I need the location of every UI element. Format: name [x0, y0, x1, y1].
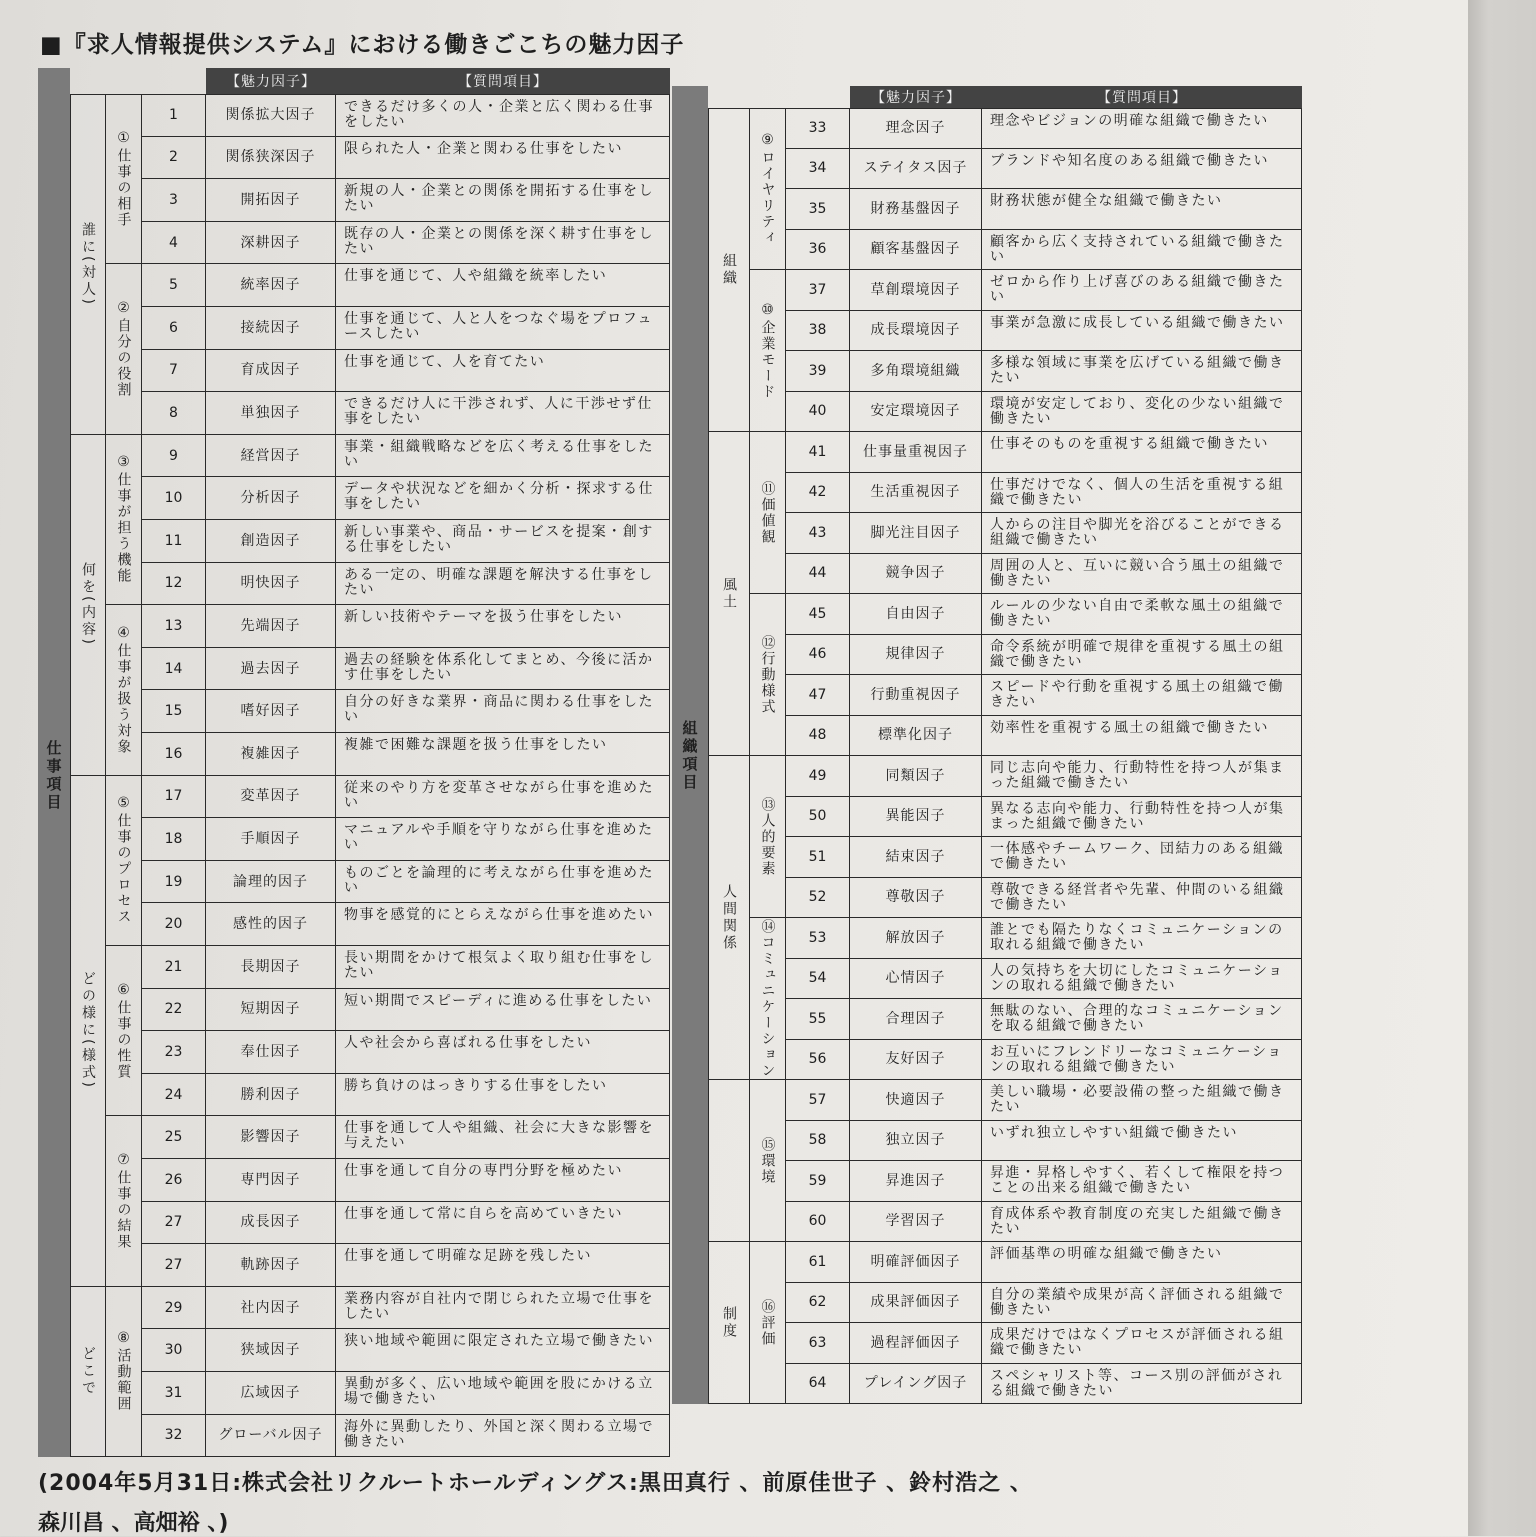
right-row-factor: 仕事量重視因子 [850, 432, 982, 473]
right-row-question: いずれ独立しやすい組織で働きたい [982, 1121, 1302, 1162]
left-sub-group-label: ⑥仕事の性質 [115, 981, 132, 1080]
right-row-factor: 多角環境組織 [850, 351, 982, 392]
left-row-number: 8 [142, 392, 206, 435]
left-row-number: 15 [142, 690, 206, 733]
left-row-number: 30 [142, 1329, 206, 1372]
left-sub-group [106, 1287, 142, 1457]
left-sub-group [106, 435, 142, 605]
right-row-question: 環境が安定しており、変化の少ない組織で働きたい [982, 392, 1302, 433]
right-row-question: 理念やビジョンの明確な組織で働きたい [982, 108, 1302, 149]
left-row-question: できるだけ人に干渉されず、人に干渉せず仕事をしたい [336, 392, 670, 435]
right-row-question: 人の気持ちを大切にしたコミュニケーションの取れる組織で働きたい [982, 959, 1302, 1000]
right-row-question: ブランドや知名度のある組織で働きたい [982, 149, 1302, 190]
left-sub-group [106, 94, 142, 264]
page-title: ■『求人情報提供システム』における働きごこちの魅力因子 [40, 32, 685, 58]
right-sub-group [750, 108, 786, 270]
left-row-factor: 先端因子 [206, 605, 336, 648]
left-sub-group-label: ①仕事の相手 [115, 130, 132, 229]
left-row-factor: 狭域因子 [206, 1329, 336, 1372]
right-row-number: 40 [786, 392, 850, 433]
right-row-number: 64 [786, 1364, 850, 1405]
source-citation: (2004年5月31日:株式会社リクルートホールディングス:黒田真行 、前原佳世子 、鈴村浩之 、 [38, 1471, 1033, 1496]
right-row-question: 誰とでも隔たりなくコミュニケーションの取れる組織で働きたい [982, 918, 1302, 959]
left-header-fill [70, 68, 206, 94]
right-row-number: 43 [786, 513, 850, 554]
left-row-question: 狭い地域や範囲に限定された立場で働きたい [336, 1329, 670, 1372]
left-row-factor: 嗜好因子 [206, 690, 336, 733]
right-row-factor: 行動重視因子 [850, 675, 982, 716]
left-row-number: 22 [142, 989, 206, 1032]
right-row-number: 48 [786, 716, 850, 757]
right-row-number: 47 [786, 675, 850, 716]
right-row-number: 50 [786, 797, 850, 838]
left-row-number: 2 [142, 137, 206, 180]
left-row-question: 仕事を通じて、人と人をつなぐ場をプロフュースしたい [336, 307, 670, 350]
left-row-question: 人や社会から喜ばれる仕事をしたい [336, 1031, 670, 1074]
right-sub-group [750, 1242, 786, 1404]
left-header-factor: 【魅力因子】 [206, 68, 336, 94]
left-row-question: 複雑で困難な課題を扱う仕事をしたい [336, 733, 670, 776]
right-row-question: ゼロから作り上げ喜びのある組織で働きたい [982, 270, 1302, 311]
right-row-number: 63 [786, 1323, 850, 1364]
left-row-factor: 関係拡大因子 [206, 94, 336, 137]
left-mid-group [70, 1287, 106, 1457]
left-outer-label-text: 仕事項目 [44, 739, 63, 812]
left-row-factor: 分析因子 [206, 477, 336, 520]
right-row-question: 効率性を重視する風土の組織で働きたい [982, 716, 1302, 757]
right-row-factor: 規律因子 [850, 635, 982, 676]
left-row-question: 事業・組織戦略などを広く考える仕事をしたい [336, 435, 670, 478]
right-sub-group [750, 756, 786, 918]
left-row-number: 32 [142, 1415, 206, 1458]
left-mid-group-label: どこで [80, 1345, 96, 1397]
right-row-question: スペシャリスト等、コース別の評価がされる組織で働きたい [982, 1364, 1302, 1405]
right-sub-group-label: ⑨ロイヤリティ [759, 132, 776, 246]
right-row-factor: 心情因子 [850, 959, 982, 1000]
left-row-question: 業務内容が自社内で閉じられた立場で仕事をしたい [336, 1287, 670, 1330]
left-row-number: 11 [142, 520, 206, 563]
right-row-number: 42 [786, 473, 850, 514]
right-row-factor: 標準化因子 [850, 716, 982, 757]
right-sub-group [750, 918, 786, 1080]
right-row-question: 評価基準の明確な組織で働きたい [982, 1242, 1302, 1283]
left-row-question: 新しい事業や、商品・サービスを提案・創する仕事をしたい [336, 520, 670, 563]
right-row-factor: 脚光注目因子 [850, 513, 982, 554]
right-row-factor: ステイタス因子 [850, 149, 982, 190]
right-row-factor: 顧客基盤因子 [850, 230, 982, 271]
right-row-question: お互いにフレンドリーなコミュニケーションの取れる組織で働きたい [982, 1040, 1302, 1081]
left-row-question: 仕事を通して自分の専門分野を極めたい [336, 1159, 670, 1202]
right-mid-group [708, 108, 750, 432]
right-mid-group [708, 756, 750, 1080]
right-row-factor: 解放因子 [850, 918, 982, 959]
right-sub-group-label: ⑩企業モード [759, 301, 776, 400]
right-row-factor: 独立因子 [850, 1121, 982, 1162]
left-row-question: 異動が多く、広い地域や範囲を股にかける立場で働きたい [336, 1372, 670, 1415]
right-row-factor: 生活重視因子 [850, 473, 982, 514]
right-row-question: 同じ志向や能力、行動特性を持つ人が集まった組織で働きたい [982, 756, 1302, 797]
page-edge [1468, 0, 1536, 1536]
right-row-number: 45 [786, 594, 850, 635]
left-row-factor: 深耕因子 [206, 222, 336, 265]
left-row-factor: 単独因子 [206, 392, 336, 435]
left-row-number: 16 [142, 733, 206, 776]
right-mid-group [708, 1080, 750, 1242]
left-sub-group-label: ④仕事が扱う対象 [115, 624, 132, 755]
right-row-factor: 成果評価因子 [850, 1283, 982, 1324]
left-row-question: 仕事を通して常に自らを高めていきたい [336, 1202, 670, 1245]
right-row-factor: 学習因子 [850, 1202, 982, 1243]
right-row-number: 54 [786, 959, 850, 1000]
left-row-question: 既存の人・企業との関係を深く耕す仕事をしたい [336, 222, 670, 265]
right-row-question: 周囲の人と、互いに競い合う風土の組織で働きたい [982, 554, 1302, 595]
left-row-question: 従来のやり方を変革させながら仕事を進めたい [336, 776, 670, 819]
right-sub-group-label: ⑪価値観 [759, 480, 776, 545]
right-row-number: 49 [786, 756, 850, 797]
right-row-question: 財務状態が健全な組織で働きたい [982, 189, 1302, 230]
left-row-number: 29 [142, 1287, 206, 1330]
right-row-question: 一体感やチームワーク、団結力のある組織で働きたい [982, 837, 1302, 878]
left-sub-group-label: ②自分の役割 [115, 300, 132, 399]
right-row-number: 44 [786, 554, 850, 595]
right-row-question: 人からの注目や脚光を浴びることができる組織で働きたい [982, 513, 1302, 554]
right-mid-group-label: 人間関係 [721, 883, 737, 952]
left-row-factor: 短期因子 [206, 989, 336, 1032]
right-row-factor: 自由因子 [850, 594, 982, 635]
right-row-number: 34 [786, 149, 850, 190]
left-row-factor: 複雑因子 [206, 733, 336, 776]
left-row-factor: 広域因子 [206, 1372, 336, 1415]
left-row-number: 10 [142, 477, 206, 520]
left-row-number: 18 [142, 818, 206, 861]
left-row-number: 7 [142, 350, 206, 393]
right-row-question: スピードや行動を重視する風土の組織で働きたい [982, 675, 1302, 716]
left-mid-group [70, 435, 106, 776]
left-row-number: 13 [142, 605, 206, 648]
left-row-question: マニュアルや手順を守りながら仕事を進めたい [336, 818, 670, 861]
left-row-question: 仕事を通じて、人や組織を統率したい [336, 264, 670, 307]
left-row-factor: 統率因子 [206, 264, 336, 307]
right-row-question: 仕事だけでなく、個人の生活を重視する組織で働きたい [982, 473, 1302, 514]
right-sub-group [750, 1080, 786, 1242]
right-row-number: 60 [786, 1202, 850, 1243]
left-row-question: 勝ち負けのはっきりする仕事をしたい [336, 1074, 670, 1117]
right-outer-label [672, 108, 708, 1404]
right-sub-group-label: ⑫行動様式 [759, 634, 776, 715]
right-sub-group [750, 432, 786, 594]
left-row-number: 23 [142, 1031, 206, 1074]
right-row-factor: 同類因子 [850, 756, 982, 797]
right-row-factor: 尊敬因子 [850, 878, 982, 919]
right-sub-group [750, 270, 786, 432]
left-row-question: 仕事を通じて、人を育てたい [336, 350, 670, 393]
right-row-number: 62 [786, 1283, 850, 1324]
right-mid-group [708, 432, 750, 756]
left-row-number: 5 [142, 264, 206, 307]
left-row-number: 17 [142, 776, 206, 819]
right-outer-label-text: 組織項目 [680, 720, 699, 792]
left-row-question: 海外に異動したり、外国と深く関わる立場で働きたい [336, 1415, 670, 1458]
left-row-question: 新しい技術やテーマを扱う仕事をしたい [336, 605, 670, 648]
right-row-factor: 快適因子 [850, 1080, 982, 1121]
left-row-question: 新規の人・企業との関係を開拓する仕事をしたい [336, 179, 670, 222]
left-row-number: 4 [142, 222, 206, 265]
left-sub-group [106, 605, 142, 775]
left-row-question: 長い期間をかけて根気よく取り組む仕事をしたい [336, 946, 670, 989]
right-row-factor: 理念因子 [850, 108, 982, 149]
left-row-number: 3 [142, 179, 206, 222]
source-citation-continued: 森川昌 、高畑裕 、) [38, 1511, 229, 1536]
right-row-number: 56 [786, 1040, 850, 1081]
left-row-question: 短い期間でスピーディに進める仕事をしたい [336, 989, 670, 1032]
left-row-question: 限られた人・企業と関わる仕事をしたい [336, 137, 670, 180]
right-row-number: 51 [786, 837, 850, 878]
left-row-number: 25 [142, 1116, 206, 1159]
right-row-number: 35 [786, 189, 850, 230]
right-row-factor: プレイング因子 [850, 1364, 982, 1405]
left-row-question: 物事を感覚的にとらえながら仕事を進めたい [336, 903, 670, 946]
left-row-factor: 長期因子 [206, 946, 336, 989]
left-row-number: 24 [142, 1074, 206, 1117]
left-mid-group-label: 誰に(対人) [80, 221, 96, 307]
left-sub-group-label: ③仕事が担う機能 [115, 454, 132, 585]
right-row-question: 命令系統が明確で規律を重視する風土の組織で働きたい [982, 635, 1302, 676]
right-row-factor: 明確評価因子 [850, 1242, 982, 1283]
left-row-number: 27 [142, 1244, 206, 1287]
right-header-fill [708, 86, 850, 108]
left-row-number: 12 [142, 563, 206, 606]
left-row-number: 20 [142, 903, 206, 946]
right-row-number: 52 [786, 878, 850, 919]
left-sub-group-label: ⑧活動範囲 [115, 1330, 132, 1413]
left-header-question: 【質問項目】 [336, 68, 670, 94]
left-row-number: 19 [142, 861, 206, 904]
right-row-factor: 競争因子 [850, 554, 982, 595]
left-row-factor: 専門因子 [206, 1159, 336, 1202]
right-row-factor: 異能因子 [850, 797, 982, 838]
right-sub-group [750, 594, 786, 756]
right-row-question: 成果だけではなくプロセスが評価される組織で働きたい [982, 1323, 1302, 1364]
right-row-factor: 成長環境因子 [850, 311, 982, 352]
right-mid-group-label: 制度 [721, 1305, 737, 1340]
right-mid-group-label: 風土 [721, 576, 737, 611]
right-row-question: 美しい職場・必要設備の整った組織で働きたい [982, 1080, 1302, 1121]
right-row-number: 57 [786, 1080, 850, 1121]
left-sub-group-label: ⑦仕事の結果 [115, 1152, 132, 1251]
left-row-factor: 軌跡因子 [206, 1244, 336, 1287]
left-row-factor: 開拓因子 [206, 179, 336, 222]
right-row-question: 昇進・昇格しやすく、若くして権限を持つことの出来る組織で働きたい [982, 1161, 1302, 1202]
left-row-factor: 影響因子 [206, 1116, 336, 1159]
right-row-factor: 過程評価因子 [850, 1323, 982, 1364]
right-row-question: 無駄のない、合理的なコミュニケーションを取る組織で働きたい [982, 999, 1302, 1040]
left-row-number: 14 [142, 648, 206, 691]
left-row-question: 仕事を通して明確な足跡を残したい [336, 1244, 670, 1287]
left-mid-group [70, 776, 106, 1287]
right-row-question: 異なる志向や能力、行動特性を持つ人が集まった組織で働きたい [982, 797, 1302, 838]
right-row-number: 55 [786, 999, 850, 1040]
left-row-question: 過去の経験を体系化してまとめ、今後に活かす仕事をしたい [336, 648, 670, 691]
left-sub-group-label: ⑤仕事のプロセス [115, 795, 132, 926]
left-row-question: ものごとを論理的に考えながら仕事を進めたい [336, 861, 670, 904]
left-row-number: 6 [142, 307, 206, 350]
left-row-factor: 経営因子 [206, 435, 336, 478]
right-row-factor: 安定環境因子 [850, 392, 982, 433]
left-row-question: 仕事を通して人や組織、社会に大きな影響を与えたい [336, 1116, 670, 1159]
right-row-factor: 昇進因子 [850, 1161, 982, 1202]
right-row-question: 育成体系や教育制度の充実した組織で働きたい [982, 1202, 1302, 1243]
right-row-factor: 合理因子 [850, 999, 982, 1040]
left-row-number: 26 [142, 1159, 206, 1202]
left-row-factor: 感性的因子 [206, 903, 336, 946]
left-row-factor: 論理的因子 [206, 861, 336, 904]
left-row-factor: 過去因子 [206, 648, 336, 691]
left-row-number: 1 [142, 94, 206, 137]
right-row-number: 59 [786, 1161, 850, 1202]
right-header-factor: 【魅力因子】 [850, 86, 982, 108]
left-row-question: 自分の好きな業界・商品に関わる仕事をしたい [336, 690, 670, 733]
right-sub-group-label: ⑮環境 [759, 1136, 776, 1185]
left-row-number: 9 [142, 435, 206, 478]
left-row-factor: 接続因子 [206, 307, 336, 350]
left-mid-group-label: 何を(内容) [80, 562, 96, 648]
left-row-question: データや状況などを細かく分析・探求する仕事をしたい [336, 477, 670, 520]
left-row-factor: 育成因子 [206, 350, 336, 393]
right-row-number: 36 [786, 230, 850, 271]
left-row-factor: 奉仕因子 [206, 1031, 336, 1074]
right-row-question: 顧客から広く支持されている組織で働きたい [982, 230, 1302, 271]
left-row-factor: 関係狭深因子 [206, 137, 336, 180]
left-sub-group [106, 264, 142, 434]
right-row-factor: 結束因子 [850, 837, 982, 878]
left-mid-group-label: どの様に(様式) [80, 971, 96, 1091]
right-header-question: 【質問項目】 [982, 86, 1302, 108]
right-row-number: 46 [786, 635, 850, 676]
left-row-factor: 手順因子 [206, 818, 336, 861]
left-row-factor: 創造因子 [206, 520, 336, 563]
right-row-number: 53 [786, 918, 850, 959]
left-mid-group [70, 94, 106, 435]
right-row-question: 尊敬できる経営者や先輩、仲間のいる組織で働きたい [982, 878, 1302, 919]
right-row-question: 仕事そのものを重視する組織で働きたい [982, 432, 1302, 473]
right-row-number: 61 [786, 1242, 850, 1283]
right-row-question: 多様な領域に事業を広げている組織で働きたい [982, 351, 1302, 392]
left-sub-group [106, 946, 142, 1116]
right-row-question: 自分の業績や成果が高く評価される組織で働きたい [982, 1283, 1302, 1324]
left-row-number: 31 [142, 1372, 206, 1415]
left-row-number: 21 [142, 946, 206, 989]
right-row-number: 37 [786, 270, 850, 311]
right-row-factor: 財務基盤因子 [850, 189, 982, 230]
left-row-factor: 変革因子 [206, 776, 336, 819]
left-sub-group [106, 1116, 142, 1286]
right-sub-group-label: ⑭コミュニケーション [759, 918, 776, 1079]
left-row-factor: 明快因子 [206, 563, 336, 606]
left-row-factor: 社内因子 [206, 1287, 336, 1330]
right-row-number: 41 [786, 432, 850, 473]
right-row-number: 39 [786, 351, 850, 392]
right-row-factor: 友好因子 [850, 1040, 982, 1081]
right-mid-group [708, 1242, 750, 1404]
left-row-factor: 成長因子 [206, 1202, 336, 1245]
right-row-factor: 草創環境因子 [850, 270, 982, 311]
left-row-question: ある一定の、明確な課題を解決する仕事をしたい [336, 563, 670, 606]
right-sub-group-label: ⑬人的要素 [759, 796, 776, 877]
left-sub-group [106, 776, 142, 946]
right-row-question: ルールの少ない自由で柔軟な風土の組織で働きたい [982, 594, 1302, 635]
right-row-question: 事業が急激に成長している組織で働きたい [982, 311, 1302, 352]
right-mid-group-label: 組織 [721, 253, 737, 287]
right-row-number: 58 [786, 1121, 850, 1162]
left-row-number: 27 [142, 1202, 206, 1245]
left-row-factor: グローバル因子 [206, 1415, 336, 1458]
right-sub-group-label: ⑯評価 [759, 1298, 776, 1347]
left-outer-label [38, 94, 70, 1457]
left-row-question: できるだけ多くの人・企業と広く関わる仕事をしたい [336, 94, 670, 137]
right-row-number: 38 [786, 311, 850, 352]
left-row-factor: 勝利因子 [206, 1074, 336, 1117]
right-row-number: 33 [786, 108, 850, 149]
